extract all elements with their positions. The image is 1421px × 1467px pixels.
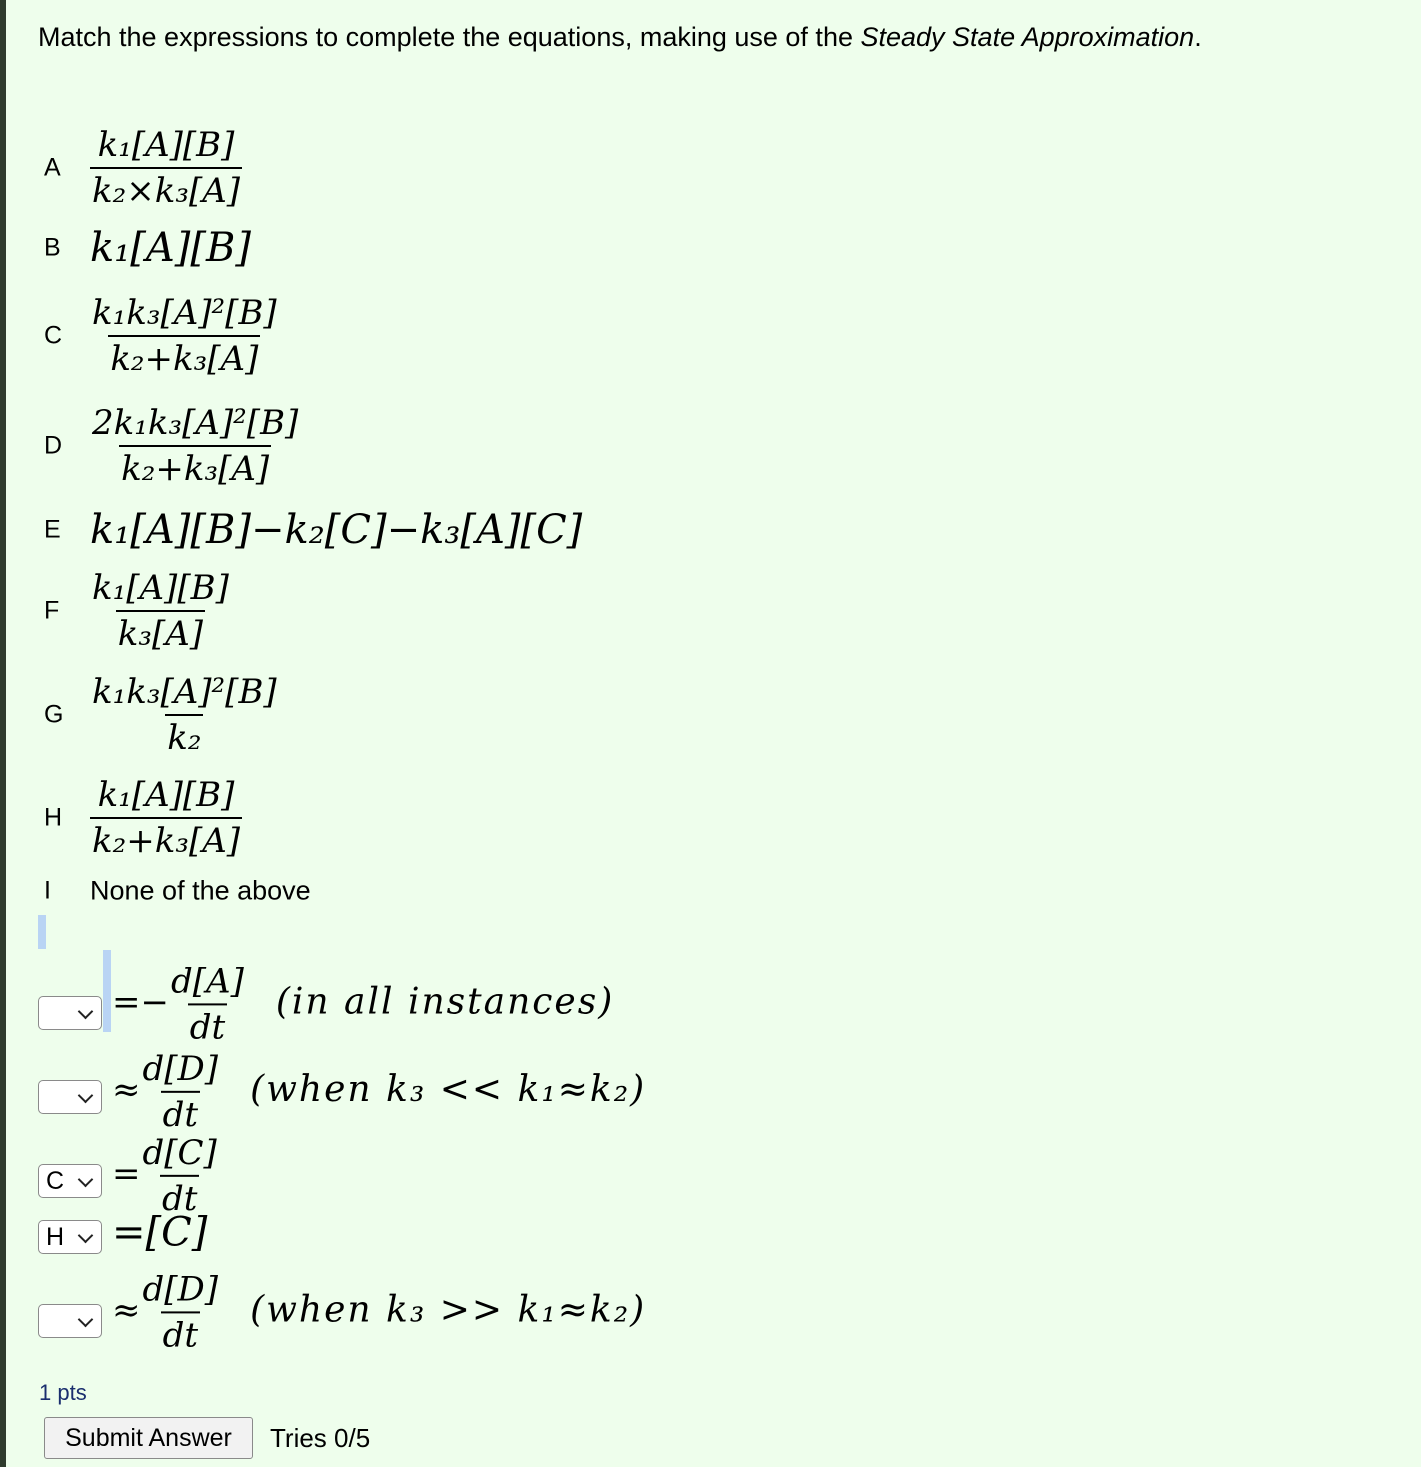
- option-letter: H: [44, 803, 63, 832]
- chevron-down-icon: [78, 1004, 94, 1020]
- chevron-down-icon: [78, 1228, 94, 1244]
- option-letter: C: [44, 321, 63, 350]
- focus-highlight: [38, 915, 46, 949]
- answer-select-5[interactable]: [38, 1304, 102, 1338]
- equation-row-1: [6, 961, 906, 1048]
- answer-select-4[interactable]: H: [38, 1220, 102, 1254]
- equation-expression: =− $\frac{d[A]}{dt}$ (in all instances): [112, 961, 615, 1048]
- answer-select-3[interactable]: C: [38, 1164, 102, 1198]
- chevron-down-icon: [78, 1088, 94, 1104]
- equation-expression: =[C]: [112, 1209, 208, 1256]
- question-prompt: Match the expressions to complete the equations, making use of the Steady State Approximation.: [38, 22, 1202, 52]
- option-letter: F: [44, 596, 60, 625]
- option-letter: A: [44, 153, 61, 182]
- option-expression: k₁[A][B]: [90, 225, 251, 271]
- option-letter: E: [44, 515, 61, 544]
- answer-select-2[interactable]: [38, 1080, 102, 1114]
- option-b: [6, 225, 906, 271]
- answer-select-1[interactable]: [38, 996, 102, 1030]
- submit-answer-button[interactable]: Submit Answer: [44, 1417, 253, 1459]
- focus-highlight: [103, 950, 111, 1032]
- option-expression: k₁[A][B]−k₂[C]−k₃[A][C]: [90, 507, 583, 553]
- equation-row-3: [6, 1132, 906, 1219]
- option-letter: I: [44, 876, 51, 905]
- prompt-emphasis: Steady State Approximation: [860, 22, 1195, 52]
- option-text: None of the above: [90, 875, 311, 906]
- option-a: [6, 125, 906, 211]
- option-expression: $\frac{\text{k₁[A][B]}}{\text{k₂+k₃[A]}}$: [92, 775, 241, 861]
- option-d: [6, 403, 906, 489]
- equation-condition: (when k₃ >> k₁≈k₂): [250, 1289, 647, 1331]
- option-expression: $\frac{\text{k₁[A][B]}}{\text{k₂×k₃[A]}}$: [92, 125, 241, 211]
- chevron-down-icon: [78, 1172, 94, 1188]
- equation-expression: = $\frac{d[C]}{dt}$: [112, 1132, 217, 1219]
- equation-expression: ≈ $\frac{d[D]}{dt}$ (when k₃ << k₁≈k₂): [112, 1048, 647, 1135]
- option-e: [6, 507, 906, 553]
- option-expression: $\frac{\text{k₁k₃[A]²[B]}}{\text{k₂}}$: [92, 672, 277, 758]
- option-c: [6, 293, 906, 379]
- tries-counter: Tries 0/5: [270, 1423, 371, 1453]
- option-letter: B: [44, 233, 61, 262]
- option-i: [6, 875, 906, 906]
- option-h: [6, 775, 906, 861]
- option-g: [6, 672, 906, 758]
- option-expression: $\frac{\text{k₁[A][B]}}{\text{k₃[A]}}$: [92, 568, 229, 654]
- equation-row-4: [6, 1209, 906, 1256]
- equation-row-2: [6, 1048, 906, 1135]
- points-label: 1 pts: [39, 1380, 87, 1405]
- chevron-down-icon: [78, 1312, 94, 1328]
- equation-expression: ≈ $\frac{d[D]}{dt}$ (when k₃ >> k₁≈k₂): [112, 1269, 647, 1356]
- equation-condition: (in all instances): [275, 981, 615, 1023]
- option-expression: $\frac{\text{2k₁k₃[A]²[B]}}{\text{k₂+k₃[A]}}$: [92, 403, 299, 489]
- option-f: [6, 568, 906, 654]
- option-expression: $\frac{\text{k₁k₃[A]²[B]}}{\text{k₂+k₃[A]}}$: [92, 293, 277, 379]
- equation-condition: (when k₃ << k₁≈k₂): [250, 1068, 647, 1110]
- equation-row-5: [6, 1269, 906, 1356]
- option-letter: D: [44, 431, 63, 460]
- option-letter: G: [44, 700, 64, 729]
